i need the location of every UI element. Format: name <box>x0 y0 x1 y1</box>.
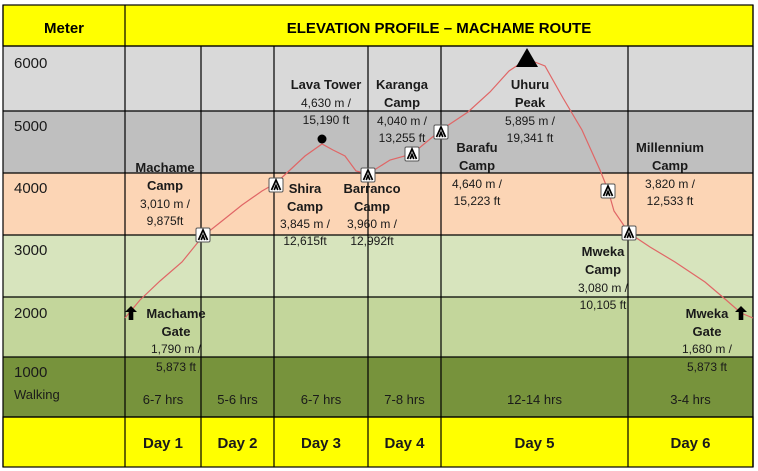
camp-name: Gate <box>692 324 722 339</box>
camp-elevation-feet: 13,255 ft <box>378 131 426 145</box>
camp-elevation-meters: 3,845 m / <box>279 217 331 231</box>
camp-elevation-meters: 1,680 m / <box>681 342 733 356</box>
elevation-band <box>3 357 753 417</box>
camp-name: Mweka <box>581 244 625 259</box>
day-row <box>3 417 753 467</box>
camp-elevation-meters: 3,010 m / <box>139 197 191 211</box>
camp-name: Gate <box>161 324 191 339</box>
camp-name: Camp <box>458 158 496 173</box>
camp-name: Lava Tower <box>290 77 362 92</box>
day-label: Day 6 <box>670 435 711 452</box>
tent-icon <box>405 147 419 161</box>
day-label: Day 3 <box>300 435 342 452</box>
camp-elevation-feet: 15,223 ft <box>453 194 501 208</box>
camp-elevation-feet: 15,190 ft <box>302 113 350 127</box>
camp-elevation-meters: 5,895 m / <box>504 114 556 128</box>
y-tick-label: 3000 <box>14 242 48 259</box>
walking-hours-label: 12-14 hrs <box>507 392 562 407</box>
camp-elevation-feet: 10,105 ft <box>579 298 627 312</box>
camp-elevation-meters: 3,960 m / <box>346 217 398 231</box>
tent-icon <box>361 168 375 182</box>
y-tick-label: 2000 <box>14 305 48 322</box>
tent-icon <box>622 226 636 240</box>
camp-elevation-meters: 3,080 m / <box>577 281 629 295</box>
camp-name: Machame <box>146 306 206 321</box>
walking-hours-label: 6-7 hrs <box>142 392 184 407</box>
camp-name: Barranco <box>343 181 401 196</box>
walking-hours-label: 3-4 hrs <box>670 392 711 407</box>
y-tick-label: 1000 <box>14 364 48 381</box>
camp-name: Mweka <box>685 306 729 321</box>
chart-header <box>3 5 753 46</box>
camp-name: Machame <box>135 160 195 175</box>
y-axis-title: Meter <box>43 20 85 37</box>
chart-title: ELEVATION PROFILE – MACHAME ROUTE <box>286 20 592 37</box>
camp-name: Shira <box>288 181 322 196</box>
y-tick-label: 4000 <box>14 180 48 197</box>
camp-elevation-meters: 4,630 m / <box>300 96 352 110</box>
camp-elevation-meters: 3,820 m / <box>644 177 696 191</box>
walking-hours-label: 7-8 hrs <box>384 392 425 407</box>
camp-elevation-feet: 12,992ft <box>350 234 394 248</box>
walking-label: Walking <box>14 387 60 402</box>
camp-elevation-feet: 12,615ft <box>283 234 327 248</box>
walking-hours-label: 5-6 hrs <box>217 392 258 407</box>
camp-name: Camp <box>286 199 324 214</box>
camp-name: Camp <box>146 178 184 193</box>
camp-name: Peak <box>514 95 546 110</box>
camp-name: Camp <box>353 199 391 214</box>
camp-elevation-feet: 12,533 ft <box>646 194 694 208</box>
day-label: Day 4 <box>384 435 425 452</box>
camp-elevation-feet: 5,873 ft <box>155 360 197 374</box>
camp-name: Camp <box>651 158 689 173</box>
camp-elevation-feet: 5,873 ft <box>686 360 728 374</box>
day-label: Day 5 <box>514 435 555 452</box>
day-label: Day 1 <box>142 435 184 452</box>
camp-name: Millennium <box>636 140 704 155</box>
tent-icon <box>434 125 448 139</box>
camp-elevation-feet: 9,875ft <box>146 214 184 228</box>
camp-name: Camp <box>383 95 421 110</box>
day-label: Day 2 <box>217 435 258 452</box>
y-tick-label: 6000 <box>14 55 48 72</box>
tent-icon <box>269 178 283 192</box>
camp-elevation-meters: 1,790 m / <box>150 342 202 356</box>
camp-elevation-meters: 4,040 m / <box>376 114 428 128</box>
camp-name: Karanga <box>375 77 429 92</box>
y-tick-label: 5000 <box>14 118 48 135</box>
elevation-band <box>3 297 753 357</box>
walking-hours-label: 6-7 hrs <box>300 392 342 407</box>
camp-name: Uhuru <box>510 77 550 92</box>
camp-name: Barafu <box>456 140 498 155</box>
camp-elevation-meters: 4,640 m / <box>451 177 503 191</box>
tent-icon <box>601 184 615 198</box>
tent-icon <box>196 228 210 242</box>
camp-elevation-feet: 19,341 ft <box>506 131 554 145</box>
camp-name: Camp <box>584 262 622 277</box>
dot-icon <box>318 135 327 144</box>
elevation-bands <box>3 46 753 417</box>
